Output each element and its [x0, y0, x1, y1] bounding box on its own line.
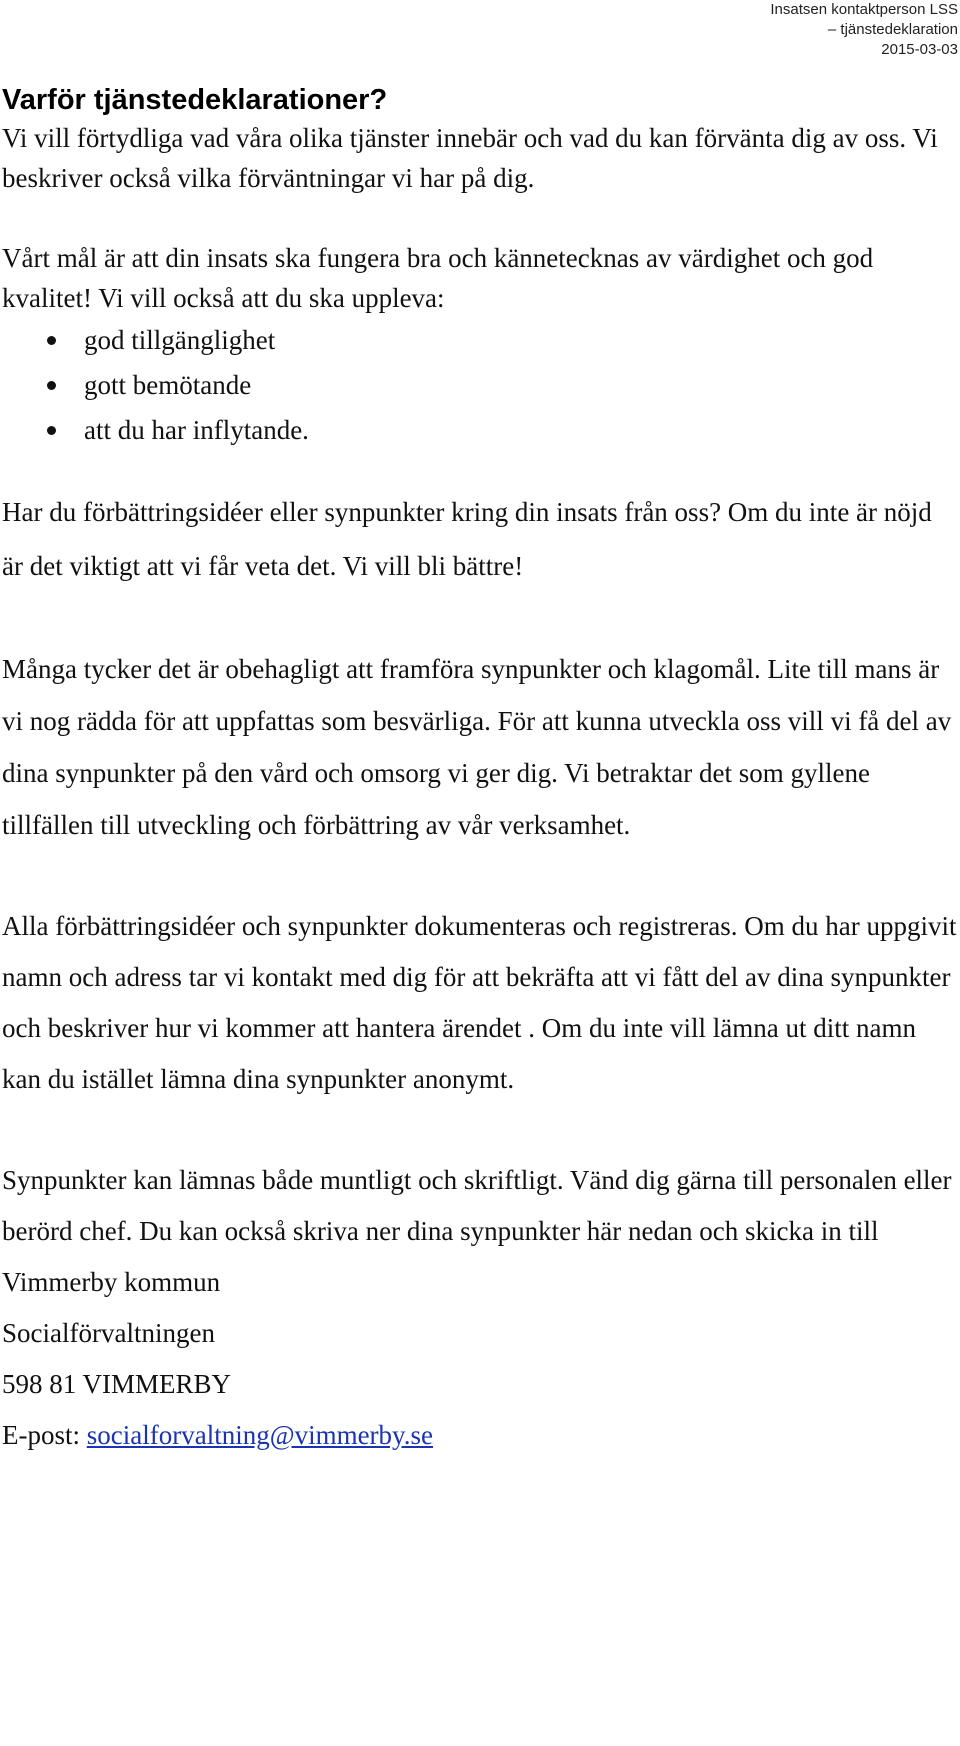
complaints-paragraph: Många tycker det är obehagligt att framföra synpunkter och klagomål. Lite till mans är vi nog rädda för att uppfattas som besvärliga. För att kunna utveckla oss vill vi få del av dina synpunkter på den vård och omsorg vi ger dig. Vi betraktar det som gyllene tillfällen till utveckling och förbättring av vår verksamhet. [2, 654, 952, 840]
email-line [2, 1410, 957, 1461]
address-org: Vimmerby kommun [2, 1267, 221, 1297]
bullet-icon [47, 381, 56, 390]
email-link[interactable]: socialforvaltning@vimmerby.se [86, 1420, 434, 1450]
intro-paragraph: Vi vill förtydliga vad våra olika tjänster innebär och vad du kan förvänta dig av oss. Vi beskriver också vilka förväntningar vi har på dig. [2, 123, 938, 193]
header-document-subtitle: – tjänstedeklaration [827, 21, 958, 38]
bullet-icon [47, 336, 56, 345]
header-document-title: Insatsen kontaktperson LSS [770, 1, 958, 18]
list-item: god tillgänglighet [2, 318, 957, 363]
expectation-list [2, 318, 957, 453]
goal-paragraph: Vårt mål är att din insats ska fungera bra och kännetecknas av värdighet och god kvalitet! Vi vill också att du ska uppleva: [2, 243, 874, 313]
submission-paragraph: Synpunkter kan lämnas både muntligt och skriftligt. Vänd dig gärna till personalen eller berörd chef. Du kan också skriva ner dina synpunkter här nedan och skicka in till [2, 1165, 952, 1246]
address-department: Socialförvaltningen [2, 1318, 215, 1348]
page-header [770, 0, 958, 60]
bullet-icon [47, 426, 56, 435]
email-label: E-post: [2, 1420, 87, 1450]
header-date: 2015-03-03 [881, 41, 958, 58]
list-item: att du har inflytande. [2, 408, 957, 453]
list-item: gott bemötande [2, 363, 957, 408]
documentation-paragraph: Alla förbättringsidéer och synpunkter dokumenteras och registreras. Om du har uppgivit namn och adress tar vi kontakt med dig för att bekräfta att vi fått del av dina synpunkter och beskriver hur vi kommer att hantera ärendet . Om du inte vill lämna ut ditt namn kan du istället lämna dina synpunkter anonymt. [2, 911, 957, 1094]
section-heading: Varför tjänstedeklarationer? [2, 84, 388, 116]
document-body [2, 82, 957, 1461]
address-postal: 598 81 VIMMERBY [2, 1369, 232, 1399]
feedback-question-paragraph: Har du förbättringsidéer eller synpunkter kring din insats från oss? Om du inte är nöjd är det viktigt att vi får veta det. Vi vill bli bättre! [2, 497, 932, 581]
